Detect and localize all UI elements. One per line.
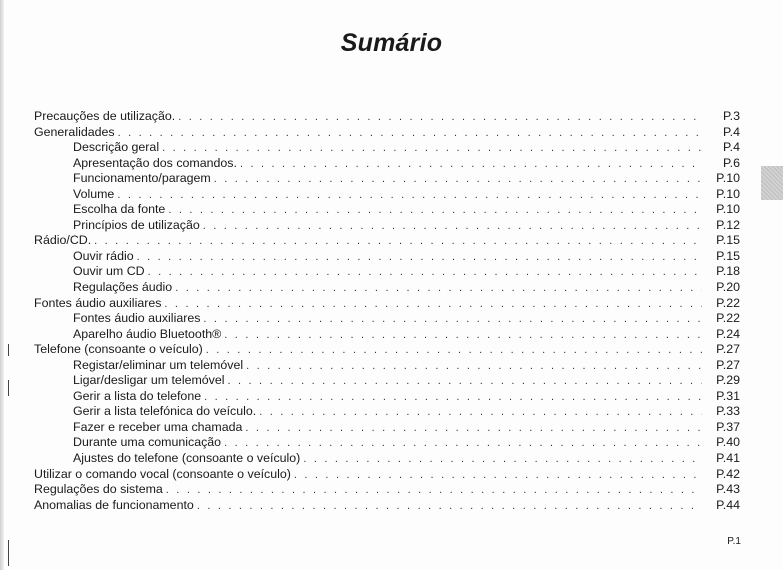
toc-entry-page: P.10 <box>716 202 740 217</box>
toc-leader-dots <box>214 172 702 188</box>
toc-leader-dots <box>164 297 702 313</box>
page-left-edge <box>0 0 4 570</box>
toc-entry-page: P.29 <box>716 373 740 388</box>
toc-entry-label: Fontes áudio auxiliares <box>73 311 201 326</box>
toc-entry-label: Durante uma comunicação <box>73 435 222 450</box>
toc-subentry[interactable] <box>34 280 740 296</box>
toc-subentry[interactable] <box>34 202 740 218</box>
toc-subentry[interactable] <box>34 140 740 156</box>
toc-subentry[interactable] <box>34 171 740 187</box>
toc-leader-dots <box>94 234 702 250</box>
toc-leader-dots <box>204 390 702 406</box>
toc-leader-dots <box>294 468 702 484</box>
binding-mark <box>8 540 9 566</box>
toc-entry-page: P.3 <box>723 109 740 123</box>
toc-subentry[interactable] <box>34 264 740 280</box>
toc-entry-label: Rádio/CD. <box>34 233 92 248</box>
toc-leader-dots <box>259 405 702 421</box>
toc-entry-page: P.22 <box>716 311 740 326</box>
toc-entry-label: Ouvir um CD <box>73 264 145 279</box>
toc-subentry[interactable] <box>34 451 740 467</box>
toc-entry[interactable] <box>34 296 740 312</box>
toc-entry-label: Escolha da fonte <box>73 202 166 217</box>
toc-leader-dots <box>175 281 702 297</box>
toc-entry-label: Ouvir rádio <box>73 248 134 263</box>
toc-leader-dots <box>245 421 702 437</box>
toc-entry-label: Regulações do sistema <box>34 482 163 497</box>
toc-entry-page: P.20 <box>716 280 740 295</box>
toc-entry-label: Ligar/desligar um telemóvel <box>73 373 225 388</box>
toc-entry-page: P.18 <box>716 264 740 279</box>
toc-leader-dots <box>117 188 702 204</box>
toc-entry-page: P.4 <box>723 124 740 139</box>
toc-entry-label: Aparelho áudio Bluetooth® <box>73 326 222 341</box>
toc-entry-label: Volume <box>73 186 115 201</box>
toc-entry-label: Princípios de utilização <box>73 217 200 232</box>
toc-entry-page: P.22 <box>716 295 740 310</box>
toc-entry-page: P.27 <box>716 342 740 357</box>
toc-entry-label: Gerir a lista do telefone <box>73 388 202 403</box>
toc-entry-page: P.43 <box>716 482 740 497</box>
toc-leader-dots <box>206 343 702 359</box>
toc-leader-dots <box>203 219 702 235</box>
toc-entry-page: P.15 <box>716 233 740 248</box>
toc-entry-label: Anomalias de funcionamento <box>34 497 194 512</box>
toc-entry-page: P.33 <box>716 404 740 419</box>
toc-subentry[interactable] <box>34 249 740 265</box>
toc-entry-page: P.37 <box>716 419 740 434</box>
section-tab-marker <box>761 166 783 200</box>
toc-entry-page: P.40 <box>716 435 740 450</box>
toc-entry-page: P.42 <box>716 466 740 481</box>
toc-entry-page: P.31 <box>716 388 740 403</box>
toc-entry-label: Ajustes do telefone (consoante o veículo) <box>73 451 301 466</box>
toc-entry-label: Fontes áudio auxiliares <box>34 295 162 310</box>
toc-subentry[interactable] <box>34 311 740 327</box>
toc-leader-dots <box>203 312 702 328</box>
toc-entry-page: P.15 <box>716 248 740 263</box>
toc-entry[interactable] <box>34 467 740 483</box>
toc-leader-dots <box>246 359 702 375</box>
toc-entry-page: P.12 <box>716 217 740 232</box>
toc-entry[interactable] <box>34 482 740 498</box>
toc-subentry[interactable] <box>34 373 740 389</box>
toc-entry[interactable] <box>34 498 740 514</box>
toc-entry-label: Apresentação dos comandos. <box>73 155 237 170</box>
table-of-contents <box>34 109 740 513</box>
toc-entry-page: P.4 <box>723 140 740 155</box>
toc-subentry[interactable] <box>34 327 740 343</box>
toc-leader-dots <box>178 110 702 126</box>
page-title: Sumário <box>340 28 443 57</box>
toc-subentry[interactable] <box>34 420 740 436</box>
toc-entry-label: Precauções de utilização. <box>34 109 176 123</box>
toc-entry[interactable] <box>34 109 740 125</box>
toc-entry[interactable] <box>34 233 740 249</box>
toc-entry-label: Descrição geral <box>73 140 160 155</box>
toc-leader-dots <box>137 250 702 266</box>
toc-entry-label: Fazer e receber uma chamada <box>73 419 243 434</box>
toc-leader-dots <box>228 374 702 390</box>
toc-leader-dots <box>303 452 702 468</box>
toc-entry-label: Utilizar o comando vocal (consoante o veículo) <box>34 466 291 481</box>
toc-leader-dots <box>148 265 702 281</box>
toc-entry-label: Generalidades <box>34 124 115 139</box>
toc-entry-label: Registar/eliminar um telemóvel <box>73 357 244 372</box>
binding-mark <box>8 380 9 396</box>
page-number: P.1 <box>727 536 741 547</box>
toc-subentry[interactable] <box>34 389 740 405</box>
toc-entry-page: P.24 <box>716 326 740 341</box>
toc-subentry[interactable] <box>34 404 740 420</box>
toc-leader-dots <box>224 436 702 452</box>
toc-subentry[interactable] <box>34 187 740 203</box>
toc-leader-dots <box>118 126 702 142</box>
toc-entry-page: P.10 <box>716 171 740 186</box>
toc-entry-page: P.41 <box>716 451 740 466</box>
toc-leader-dots <box>197 499 702 515</box>
toc-subentry[interactable] <box>34 218 740 234</box>
toc-entry[interactable] <box>34 125 740 141</box>
toc-entry-label: Regulações áudio <box>73 280 173 295</box>
toc-leader-dots <box>168 203 702 219</box>
toc-leader-dots <box>166 483 702 499</box>
toc-entry-label: Telefone (consoante o veículo) <box>34 342 203 357</box>
toc-entry-page: P.44 <box>716 497 740 512</box>
toc-leader-dots <box>240 157 702 173</box>
toc-entry-label: Gerir a lista telefónica do veículo. <box>73 404 257 419</box>
toc-entry-page: P.27 <box>716 357 740 372</box>
toc-entry-page: P.10 <box>716 186 740 201</box>
toc-subentry[interactable] <box>34 358 740 374</box>
binding-mark <box>8 344 9 356</box>
toc-entry-label: Funcionamento/paragem <box>73 171 211 186</box>
toc-leader-dots <box>162 141 702 157</box>
toc-subentry[interactable] <box>34 156 740 172</box>
toc-entry-page: P.6 <box>723 155 740 170</box>
toc-subentry[interactable] <box>34 435 740 451</box>
toc-leader-dots <box>224 328 702 344</box>
toc-entry[interactable] <box>34 342 740 358</box>
